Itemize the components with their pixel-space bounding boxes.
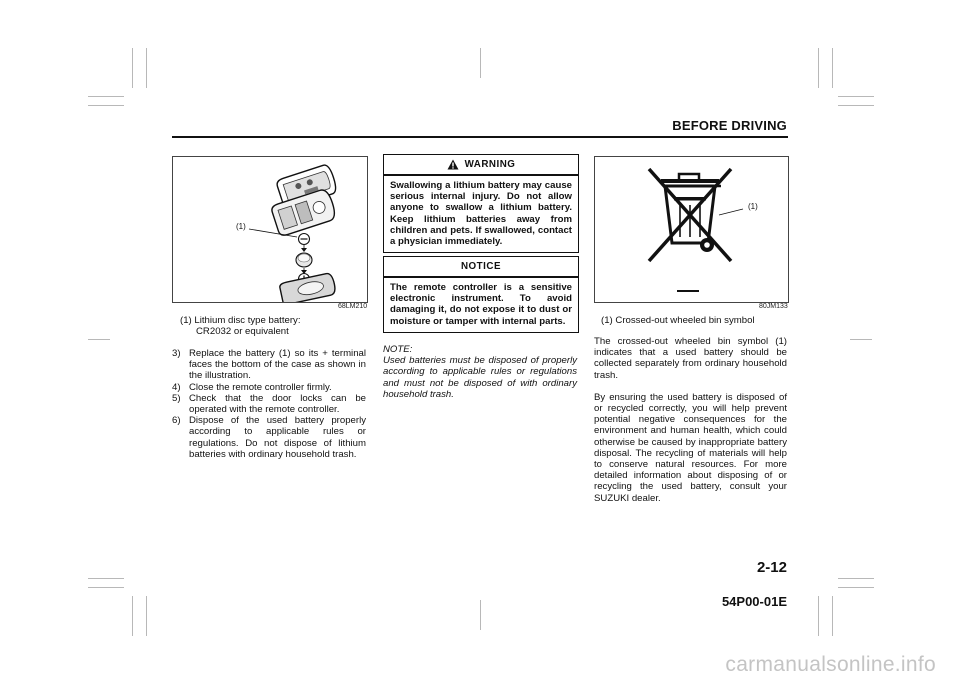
warning-triangle-icon [447, 159, 459, 170]
step-number: 5) [172, 392, 181, 404]
figure-caption: (1) Crossed-out wheeled bin symbol [601, 315, 755, 326]
notice-text: The remote controller is a sensitive electronic instrument. To avoid damaging it, do not expose it to dust or moisture or tamper with internal parts. [390, 282, 572, 327]
figure-code: 80JM133 [759, 303, 788, 310]
paragraph: The crossed-out wheeled bin symbol (1) indicates that a used battery should be collected separately from ordinary household trash. [594, 336, 787, 381]
step-number: 6) [172, 415, 181, 427]
figure-code: 68LM210 [338, 303, 368, 310]
doc-code: 54P00-01E [721, 594, 787, 609]
wheeled-bin-illustration [594, 156, 789, 303]
list-item [172, 393, 366, 415]
paragraph: By ensuring the used battery is disposed of or recycled correctly, you will help prevent potential negative consequences for the environment and human health, which could otherwise be caused by inappropriate battery disposal. The recycling of materials will help to conserve natural resources. For more detailed information about disposing of or recycling the used battery, consult your SUZUKI dealer. [594, 391, 787, 504]
warning-box [383, 154, 579, 253]
caption-line-2: CR2032 or equivalent [196, 326, 289, 338]
note-label: NOTE: [383, 344, 413, 355]
step-list [172, 348, 366, 460]
list-item [172, 415, 366, 460]
figure-callout: (1) [748, 202, 758, 211]
notice-header [384, 257, 578, 278]
warning-title: WARNING [464, 159, 516, 170]
disposal-text [594, 336, 787, 515]
crossed-out-bin-icon [595, 157, 788, 302]
list-item [172, 348, 366, 382]
step-text: Replace the battery (1) so its + terminal faces the bottom of the case as shown in the illustration. [189, 348, 366, 382]
step-text: Dispose of the used battery properly according to applicable rules or regulations. Do not dispose of lithium batteries with ordinary household trash. [189, 415, 366, 460]
warning-text: Swallowing a lithium battery may cause serious internal injury. Do not allow anyone to swallow a lithium battery. Keep lithium batteries away from children and pets. If swallowed, contact a physician immediately. [390, 180, 572, 248]
section-title: BEFORE DRIVING [672, 118, 787, 133]
figure-callout: (1) [236, 222, 246, 231]
notice-title: NOTICE [460, 261, 501, 272]
step-number: 3) [172, 348, 181, 359]
warning-header [384, 155, 578, 176]
page-number: 2-12 [756, 559, 787, 576]
battery-illustration [172, 156, 368, 303]
figure-caption [180, 315, 370, 337]
remote-battery-icon [173, 157, 367, 302]
note-block [383, 344, 577, 400]
list-item [172, 382, 366, 393]
header-rule [172, 136, 788, 138]
notice-box [383, 256, 579, 333]
step-text: Close the remote controller firmly. [189, 381, 332, 393]
step-text: Check that the door locks can be operated with the remote controller. [189, 392, 366, 416]
note-text: Used batteries must be disposed of properly according to applicable rules or regulations and must not be disposed of with ordinary household trash. [383, 355, 577, 400]
caption-line-1: (1) Lithium disc type battery: [180, 315, 301, 326]
watermark: carmanualsonline.info [725, 653, 936, 676]
step-number: 4) [172, 381, 181, 393]
